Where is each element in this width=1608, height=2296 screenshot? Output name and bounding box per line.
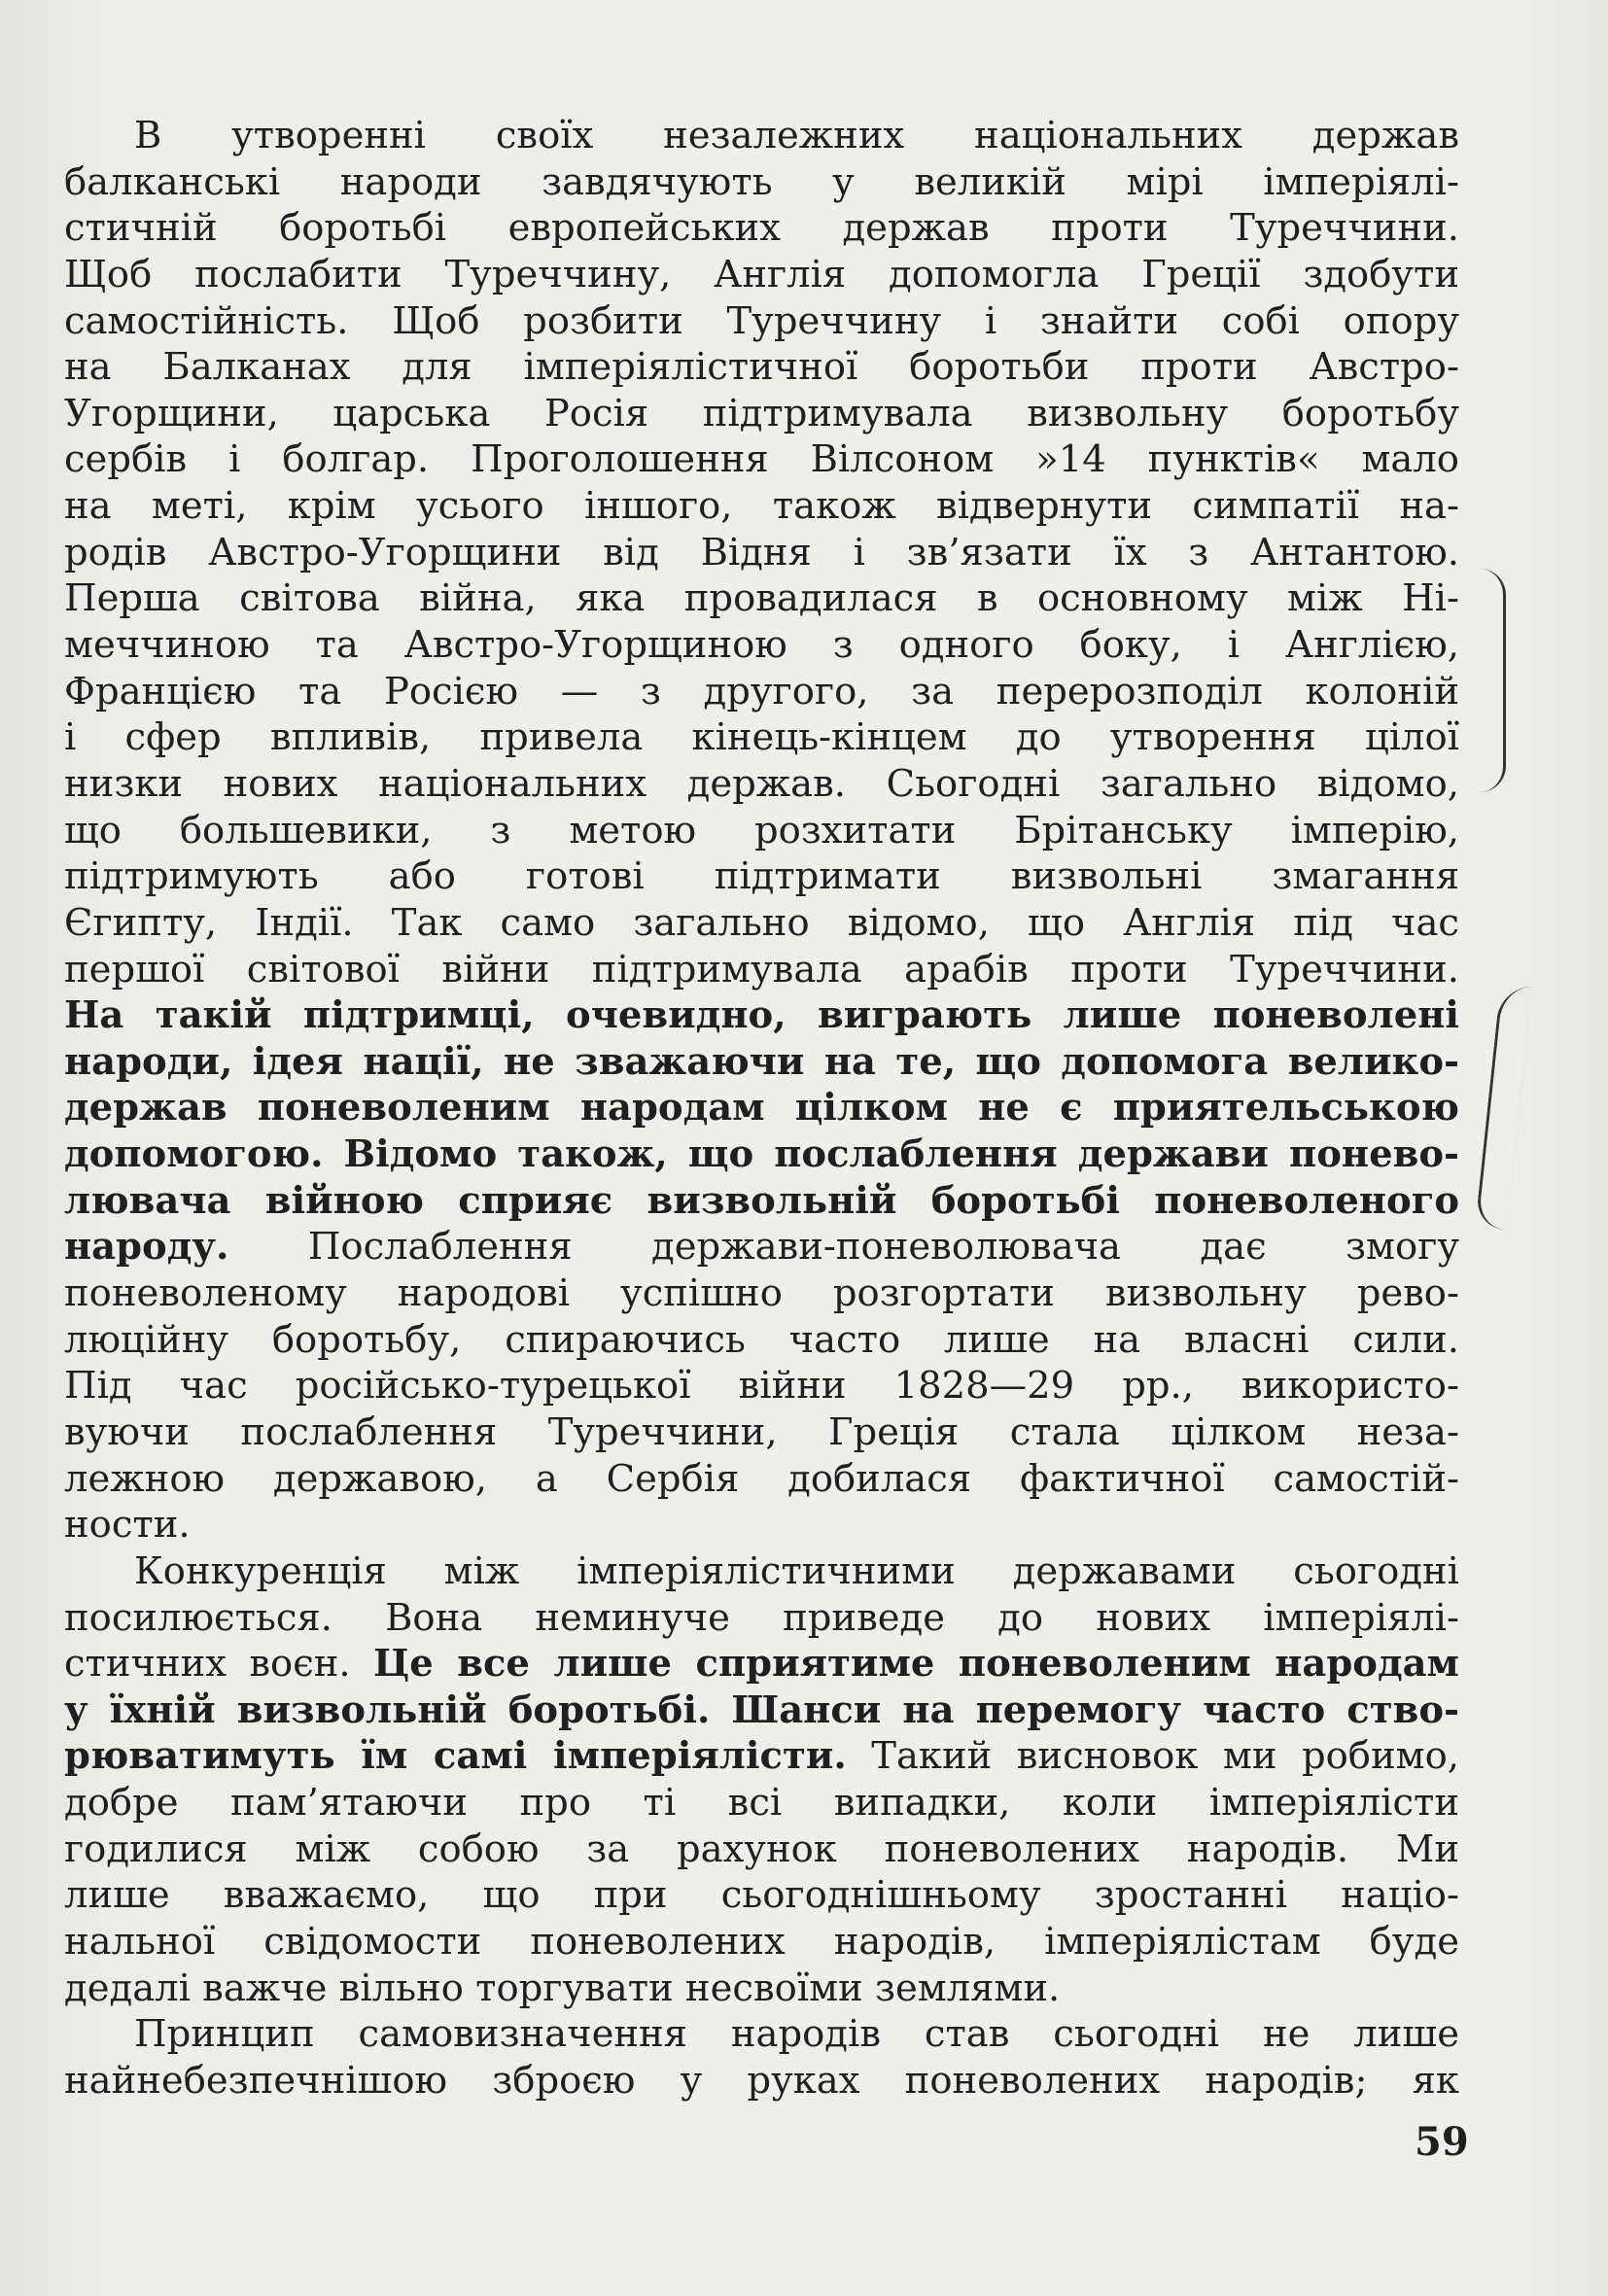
text-line: [64, 1919, 1459, 1966]
text-line: [64, 298, 1459, 345]
text-line: [64, 1826, 1459, 1873]
text-line: [64, 1641, 1459, 1687]
text-segment: лише вважаємо, що при сьогоднішньому зростанні націо-: [64, 1873, 1459, 1918]
text-segment: Принцип самовизначення народів став сьогодні не лише: [134, 2012, 1459, 2057]
text-line: [64, 1687, 1459, 1734]
page-number: 59: [1415, 2119, 1469, 2165]
text-line: [64, 1317, 1459, 1364]
text-line: [64, 900, 1459, 947]
bold-text-segment: Це все лише сприятиме поневоленим народам: [373, 1642, 1459, 1687]
bold-text-segment: рюватимуть їм самі імперіялісти.: [64, 1734, 847, 1779]
text-segment: на Балканах для імперіялістичної боротьби проти Австро-: [64, 345, 1459, 390]
margin-mark: [1475, 987, 1532, 1230]
text-segment: підтримують або готові підтримати визвольні змагання: [64, 854, 1459, 899]
text-segment: самостійність. Щоб розбити Туреччину і знайти собі опору: [64, 298, 1459, 343]
bold-text-segment: народи, ідея нації, не зважаючи на те, що допомога велико-: [64, 1039, 1459, 1084]
text-line: [64, 530, 1459, 576]
text-segment: Такий висновок ми робимо,: [846, 1734, 1459, 1779]
text-line: [64, 992, 1459, 1039]
text-segment: першої світової війни підтримувала арабів проти Туреччини.: [64, 947, 1459, 991]
text-line: [64, 808, 1459, 854]
text-segment: балканські народи завдячують у великій мірі імперіялі-: [64, 159, 1459, 204]
text-line: [64, 1502, 1459, 1548]
text-line: [64, 391, 1459, 437]
text-line: [64, 622, 1459, 669]
text-line: [64, 575, 1459, 622]
text-line: [64, 714, 1459, 761]
text-line: [64, 1363, 1459, 1409]
text-line: [64, 1270, 1459, 1317]
text-segment: Під час російсько-турецької війни 1828—29 рр., використо-: [64, 1364, 1459, 1409]
text-segment: родів Австро-Угорщини від Відня і зв’язати їх з Антантою.: [64, 530, 1459, 574]
text-line: [64, 205, 1459, 252]
text-segment: низки нових національних держав. Сьогодні загально відомо,: [64, 761, 1459, 806]
text-line: [64, 1131, 1459, 1178]
text-line: [64, 252, 1459, 298]
text-segment: сербів і болгар. Проголошення Вілсоном »14 пунктів« мало: [64, 437, 1459, 482]
text-segment: ности.: [64, 1503, 191, 1548]
text-segment: Послаблення держави-поневолювача дає змогу: [228, 1225, 1459, 1270]
bold-text-segment: у їхній визвольній боротьбі. Шанси на перемогу часто ство-: [64, 1687, 1459, 1732]
text-segment: що большевики, з метою розхитати Брітанську імперію,: [64, 808, 1459, 852]
text-segment: на меті, крім усього іншого, також відвернути симпатії на-: [64, 484, 1459, 529]
text-line: [64, 1966, 1459, 2012]
text-line: [64, 1178, 1459, 1225]
text-line: [64, 1085, 1459, 1131]
text-segment: стичних воєн.: [64, 1642, 374, 1687]
text-line: [64, 947, 1459, 993]
bold-text-segment: держав поневоленим народам цілком не є приятельською: [64, 1086, 1459, 1131]
text-line: [64, 1224, 1459, 1270]
text-segment: посилюється. Вона неминуче приведе до нових імперіялі-: [64, 1595, 1459, 1640]
text-line: [64, 669, 1459, 715]
text-line: [64, 436, 1459, 483]
text-segment: люційну боротьбу, спираючись часто лише на власні сили.: [64, 1317, 1459, 1362]
text-line: [64, 1733, 1459, 1780]
bold-text-segment: народу.: [64, 1225, 229, 1270]
text-segment: Щоб послабити Туреччину, Англія допомогла Греції здобути: [64, 252, 1459, 296]
text-line: [64, 483, 1459, 530]
text-segment: нальної свідомости поневолених народів, імперіялістам буде: [64, 1919, 1459, 1964]
text-segment: вуючи послаблення Туреччини, Греція стала цілком неза-: [64, 1409, 1459, 1454]
text-line: [64, 853, 1459, 900]
text-segment: меччиною та Австро-Угорщиною з одного боку, і Англією,: [64, 623, 1459, 668]
text-segment: Конкуренція між імперіялістичними державами сьогодні: [134, 1548, 1459, 1593]
text-segment: стичній боротьбі европейських держав проти Туреччини.: [64, 206, 1459, 251]
text-segment: Францією та Росією — з другого, за перерозподіл колоній: [64, 669, 1459, 713]
bold-text-segment: На такій підтримці, очевидно, виграють лише поневолені: [64, 993, 1459, 1038]
bold-text-segment: лювача війною сприяє визвольній боротьбі поневоленого: [64, 1178, 1459, 1223]
text-line: [64, 1548, 1459, 1595]
text-line: [64, 1409, 1459, 1456]
text-line: [64, 1595, 1459, 1642]
margin-mark: [1480, 569, 1506, 792]
text-segment: і сфер впливів, привела кінець-кінцем до утворення цілої: [64, 715, 1459, 760]
text-line: [64, 113, 1459, 159]
text-line: [64, 159, 1459, 206]
text-line: [64, 2011, 1459, 2058]
text-line: [64, 2058, 1459, 2105]
text-line: [64, 1872, 1459, 1919]
text-segment: годилися між собою за рахунок поневолених народів. Ми: [64, 1826, 1459, 1871]
text-segment: В утворенні своїх незалежних національних держав: [134, 114, 1459, 157]
text-segment: Перша світова війна, яка провадилася в основному між Ні-: [64, 576, 1459, 621]
text-segment: дедалі важче вільно торгувати несвоїми землями.: [64, 1966, 1061, 2010]
body-text: [64, 113, 1459, 2105]
text-line: [64, 344, 1459, 391]
text-segment: Угорщини, царська Росія підтримувала визвольну боротьбу: [64, 391, 1459, 435]
text-line: [64, 1780, 1459, 1826]
text-segment: Єгипту, Індії. Так само загально відомо, що Англія під час: [64, 900, 1459, 945]
text-line: [64, 1456, 1459, 1503]
text-segment: найнебезпечнішою зброєю у руках поневолених народів; як: [64, 2058, 1459, 2103]
bold-text-segment: допомогою. Відомо також, що послаблення держави понево-: [64, 1132, 1459, 1177]
text-line: [64, 1039, 1459, 1086]
text-segment: лежною державою, а Сербія добилася фактичної самостій-: [64, 1456, 1459, 1501]
text-segment: добре пам’ятаючи про ті всі випадки, коли імперіялісти: [64, 1781, 1459, 1826]
text-line: [64, 761, 1459, 808]
text-segment: поневоленому народові успішно розгортати визвольну рево-: [64, 1271, 1459, 1316]
